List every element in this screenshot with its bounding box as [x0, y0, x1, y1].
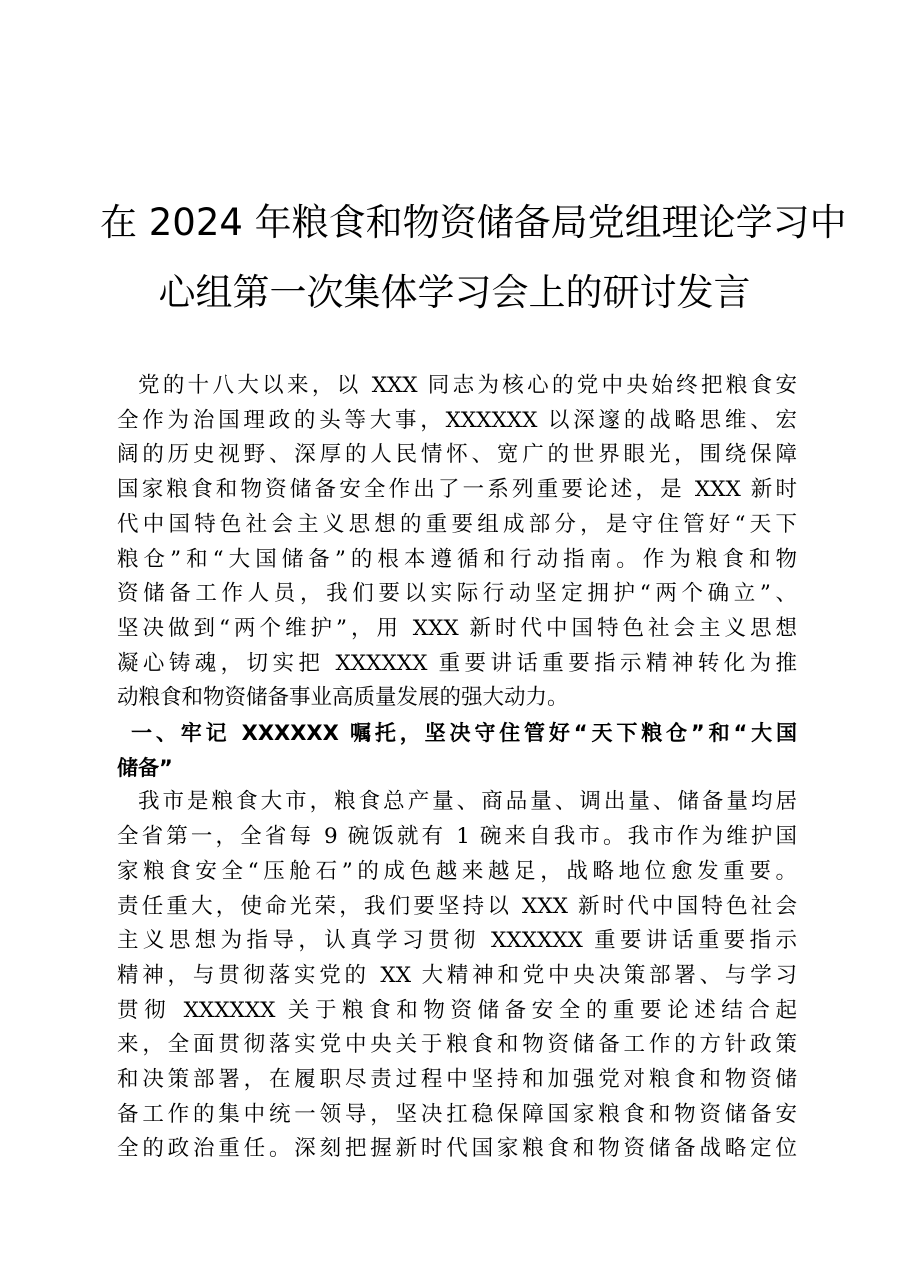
document-title — [100, 188, 847, 328]
paragraph-line: 家粮食安全“压舱石”的成色越来越足，战略地位愈发重要。 — [117, 858, 797, 884]
section-heading-1 — [117, 716, 797, 785]
paragraph-line: 国家粮食和物资储备安全作出了一系列重要论述，是 XXX 新时 — [117, 477, 797, 503]
paragraph-line: 贯彻 XXXXXX 关于粮食和物资储备安全的重要论述结合起 — [117, 997, 797, 1023]
paragraph-line: 阔的历史视野、深厚的人民情怀、宽广的世界眼光，围绕保障 — [117, 442, 797, 468]
paragraph-line: 责任重大，使命光荣，我们要坚持以 XXX 新时代中国特色社会 — [117, 893, 797, 919]
paragraph-line: 粮仓”和“大国储备”的根本遵循和行动指南。作为粮食和物 — [117, 546, 797, 572]
paragraph-line: 凝心铸魂，切实把 XXXXXX 重要讲话重要指示精神转化为推 — [117, 650, 797, 676]
heading-line: 一、牢记 XXXXXX 嘱托，坚决守住管好“天下粮仓”和“大国 — [131, 721, 797, 746]
paragraph-2 — [117, 785, 797, 1167]
paragraph-line: 党的十八大以来，以 XXX 同志为核心的党中央始终把粮食安 — [138, 373, 797, 398]
paragraph-line: 备工作的集中统一领导，坚决扛稳保障国家粮食和物资储备安 — [117, 1101, 797, 1127]
paragraph-line: 来，全面贯彻落实党中央关于粮食和物资储备工作的方针政策 — [117, 1032, 797, 1058]
title-line-1: 在 2024 年粮食和物资储备局党组理论学习中 — [100, 201, 847, 244]
paragraph-line: 我市是粮食大市，粮食总产量、商品量、调出量、储备量均居 — [138, 789, 797, 815]
title-line-2: 心组第一次集体学习会上的研讨发言 — [158, 271, 751, 314]
paragraph-line: 主义思想为指导，认真学习贯彻 XXXXXX 重要讲话重要指示 — [117, 928, 797, 954]
paragraph-line: 全作为治国理政的头等大事，XXXXXX 以深邃的战略思维、宏 — [117, 407, 797, 433]
paragraph-line: 坚决做到“两个维护”，用 XXX 新时代中国特色社会主义思想 — [117, 615, 797, 641]
paragraph-line: 代中国特色社会主义思想的重要组成部分，是守住管好“天下 — [117, 511, 797, 537]
paragraph-line: 全的政治重任。深刻把握新时代国家粮食和物资储备战略定位 — [117, 1136, 797, 1162]
document-body — [117, 369, 797, 1167]
paragraph-line: 资储备工作人员，我们要以实际行动坚定拥护“两个确立”、 — [117, 581, 797, 607]
paragraph-1 — [117, 369, 797, 716]
paragraph-line: 精神，与贯彻落实党的 XX 大精神和党中央决策部署、与学习 — [117, 962, 797, 988]
paragraph-line: 动粮食和物资储备事业高质量发展的强大动力。 — [117, 685, 569, 711]
paragraph-line: 和决策部署，在履职尽责过程中坚持和加强党对粮食和物资储 — [117, 1067, 797, 1093]
heading-line: 储备” — [117, 755, 173, 780]
paragraph-line: 全省第一，全省每 9 碗饭就有 1 碗来自我市。我市作为维护国 — [117, 824, 797, 850]
